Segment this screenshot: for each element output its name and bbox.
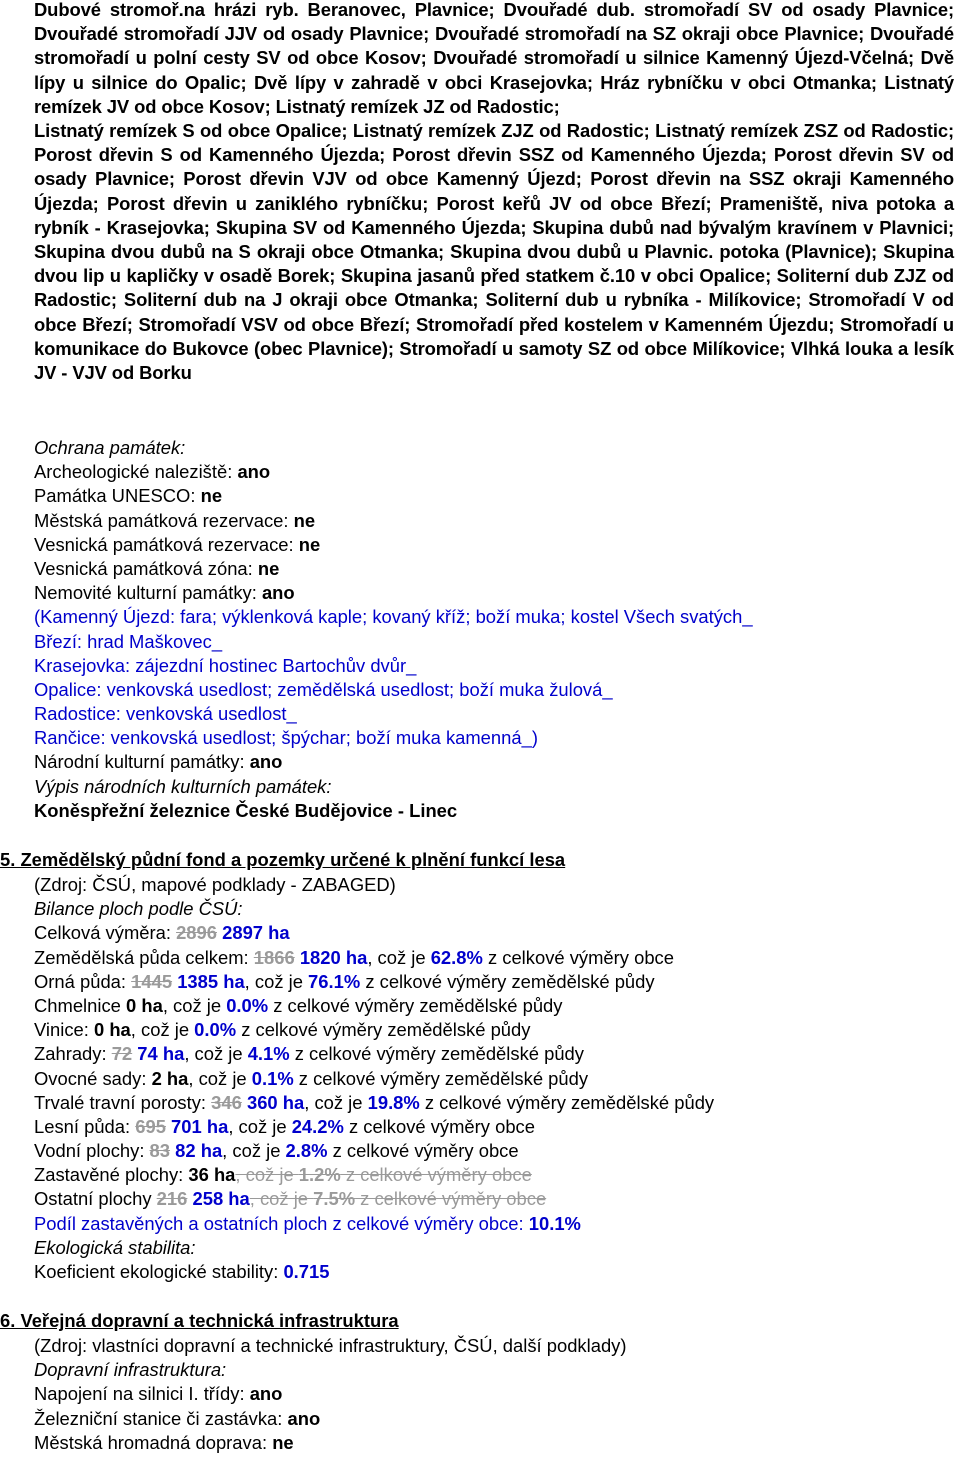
new-value: 360 ha [246, 1091, 305, 1113]
row-connector: , což je [130, 1019, 195, 1041]
section5-source: (Zdroj: ČSÚ, mapové podklady - ZABAGED) [34, 874, 396, 895]
old-value: 2896 [176, 922, 217, 944]
ochrana-row-value: ne [293, 509, 316, 531]
percent-value: 24.2% [291, 1115, 344, 1137]
percent-value: 4.1% [247, 1043, 290, 1065]
podil-row [34, 1212, 954, 1236]
old-value: 216 [156, 1188, 188, 1210]
new-value: 2 ha [151, 1067, 189, 1089]
row-connector: , což je [188, 1067, 252, 1089]
land-balance-row [34, 994, 954, 1018]
podil-value: 10.1% [528, 1212, 581, 1234]
percent-value: 62.8% [430, 946, 483, 968]
ochrana-row [34, 533, 954, 557]
monument-line: Opalice: venkovská usedlost; zemědělská usedlost; boží muka žulová_ [34, 678, 613, 700]
row-label: Vinice: [34, 1019, 94, 1041]
eko-value: 0.715 [283, 1261, 330, 1282]
new-value: 36 ha [188, 1164, 236, 1186]
ochrana-row-value: ano [237, 461, 271, 483]
doprava-row-label: Napojení na silnici I. třídy: [34, 1383, 250, 1405]
monument-line: Rančice: venkovská usedlost; špýchar; boží muka kamenná_) [34, 727, 538, 749]
new-value: 82 ha [175, 1140, 223, 1162]
national-monuments-label: Národní kulturní památky: [34, 751, 250, 773]
doprava-row-value: ano [249, 1383, 283, 1405]
percent-value: 19.8% [367, 1091, 420, 1113]
ochrana-row [34, 460, 954, 484]
row-connector: , což je [367, 946, 431, 968]
ochrana-row-label: Nemovité kulturní památky: [34, 582, 262, 604]
ochrana-row-label: Vesnická památková rezervace: [34, 533, 299, 555]
row-connector: , což je [228, 1115, 292, 1137]
new-value: 2897 ha [222, 922, 290, 944]
land-balance-row [34, 1115, 954, 1139]
row-label: Zemědělská půda celkem: [34, 946, 254, 968]
protected-nature-paragraph: Listnatý remízek S od obce Opalice; Listnatý remízek ZJZ od Radostic; Listnatý remízek ZSZ od Radostic; Porost dřevin S od Kamenného Újezda; Porost dřevin SSZ od Kamenného Újezda; Porost dřevin SV od osady Plavnice; Porost dřevin VJV od obce Kamenný Újezd; Porost dřevin na SSZ okraji Kamenného Újezda; Porost dřevin u zaniklého rybníčku; Porost keřů JV od obce Březí; Prameniště, niva potoka a rybník - Krasejovka; Skupina SV od Kamenného Újezda; Skupina dubů nad bývalým kravínem v Plavnici; Skupina dvou dubů na S okraji obce Otmanka; Skupina dvou dubů u Plavnic. potoka (Plavnice); Skupina dvou lip u kapličky v osadě Borek; Skupina jasanů před statkem č.10 v obci Opalice; Soliterní dub ZJZ od Radostic; Soliterní dub na J okraji obce Otmanka; Soliterní dub u rybníka - Milíkovice; Stromořadí V od obce Březí; Stromořadí VSV od obce Březí; Stromořadí před kostelem v Kamenném Újezdu; Stromořadí u komunikace do Bukovce (obec Plavnice); Stromořadí u samoty SZ od obce Milíkovice; Vlhká louka a lesík JV - VJV od Borku [34, 120, 954, 384]
row-label: Lesní půda: [34, 1115, 136, 1137]
land-balance-row [34, 1042, 954, 1066]
row-tail: z celkové výměry zemědělské půdy [419, 1091, 715, 1113]
ochrana-row [34, 484, 954, 508]
ochrana-row-label: Archeologické naleziště: [34, 461, 238, 483]
section6-source: (Zdroj: vlastníci dopravní a technické infrastruktury, ČSÚ, další podklady) [34, 1335, 627, 1356]
ochrana-rows [34, 460, 954, 605]
national-monuments-value: ano [249, 751, 283, 773]
new-value: 1820 ha [299, 946, 368, 968]
row-tail: z celkové výměry obce [355, 1188, 547, 1210]
monument-line: (Kamenný Újezd: fara; výklenková kaple; kovaný kříž; boží muka; kostel Všech svatých_ [34, 606, 753, 628]
percent-value: 1.2% [298, 1164, 341, 1186]
ochrana-row-value: ne [200, 485, 223, 507]
ochrana-section [34, 436, 954, 823]
ochrana-heading: Ochrana památek: [34, 437, 186, 458]
row-connector: , což je [222, 1140, 286, 1162]
ochrana-row-label: Městská památková rezervace: [34, 509, 294, 531]
section6-heading: 6. Veřejná dopravní a technická infrastruktura [0, 1310, 399, 1331]
new-value: 74 ha [137, 1043, 185, 1065]
land-balance-row [34, 921, 954, 945]
ochrana-row [34, 509, 954, 533]
percent-value: 0.1% [251, 1067, 294, 1089]
percent-value: 0.0% [226, 994, 269, 1016]
ochrana-row-value: ne [298, 533, 321, 555]
percent-value: 2.8% [285, 1140, 328, 1162]
doprava-row-value: ano [287, 1407, 321, 1429]
row-label: Chmelnice [34, 994, 126, 1016]
row-tail: z celkové výměry zemědělské půdy [293, 1067, 589, 1089]
land-balance-row [34, 1018, 954, 1042]
new-value: 0 ha [126, 994, 163, 1016]
row-connector: , což je [304, 1091, 368, 1113]
new-value: 701 ha [171, 1115, 229, 1137]
percent-value: 7.5% [313, 1188, 356, 1210]
land-balance-row [34, 1091, 954, 1115]
land-balance-row [34, 970, 954, 994]
row-label: Zahrady: [34, 1043, 112, 1065]
monument-line: Radostice: venkovská usedlost_ [34, 703, 297, 725]
doprava-row [34, 1382, 954, 1406]
doprava-row-label: Městská hromadná doprava: [34, 1431, 273, 1453]
doprava-row-label: Železniční stanice či zastávka: [34, 1407, 288, 1429]
old-value: 83 [149, 1140, 171, 1162]
vypis-value: Koněspřežní železnice České Budějovice - Linec [34, 799, 458, 821]
land-balance-row [34, 1139, 954, 1163]
land-balance-row [34, 1187, 954, 1211]
land-balance-row [34, 946, 954, 970]
row-tail: z celkové výměry zemědělské půdy [360, 970, 655, 992]
ochrana-row-label: Památka UNESCO: [34, 485, 201, 507]
section5 [34, 873, 954, 1284]
row-tail: z celkové výměry obce [327, 1140, 519, 1162]
percent-value: 0.0% [194, 1019, 237, 1041]
land-balance-rows [34, 921, 954, 1211]
row-label: Ostatní plochy [34, 1188, 157, 1210]
ochrana-row [34, 557, 954, 581]
land-balance-row [34, 1067, 954, 1091]
row-label: Ovocné sady: [34, 1067, 152, 1089]
intro-paragraph: Dubové stromoř.na hrázi ryb. Beranovec, Plavnice; Dvouřadé dub. stromořadí SV od osady Plavnice; Dvouřadé stromořadí JJV od osady Plavnice; Dvouřadé stromořadí na SZ okraji obce Plavnice; Dvouřadé stromořadí u polní cesty SV od obce Kosov; Dvouřadé stromořadí u silnice Kamenný Újezd-Včelná; Dvě lípy u silnice do Opalic; Dvě lípy v zahradě v obci Krasejovka; Hráz rybníčku v obci Otmanka; Listnatý remízek JV od obce Kosov; Listnatý remízek JZ od Radostic; [34, 0, 954, 117]
section6 [34, 1334, 954, 1455]
doprava-row [34, 1407, 954, 1431]
row-tail: z celkové výměry obce [340, 1164, 532, 1186]
section5-heading: 5. Zemědělský půdní fond a pozemky určené k plnění funkcí lesa [0, 849, 566, 870]
old-value: 1866 [253, 946, 295, 968]
monuments-list [34, 605, 954, 750]
old-value: 346 [211, 1091, 242, 1113]
row-tail: z celkové výměry zemědělské půdy [289, 1043, 584, 1065]
eko-heading: Ekologická stabilita: [34, 1236, 196, 1258]
ochrana-row [34, 581, 954, 605]
doprava-heading: Dopravní infrastruktura: [34, 1359, 227, 1381]
eko-label: Koeficient ekologické stability: [34, 1261, 284, 1282]
doprava-rows [34, 1382, 954, 1455]
row-connector: , což je [162, 994, 227, 1016]
old-value: 1445 [131, 970, 173, 992]
row-label: Celková výměra: [34, 922, 177, 944]
protected-nature-list [34, 0, 954, 385]
row-label: Orná půda: [34, 970, 132, 992]
row-connector: , což je [244, 970, 309, 992]
row-connector: , což je [235, 1164, 299, 1186]
percent-value: 76.1% [308, 970, 361, 992]
row-tail: z celkové výměry zemědělské půdy [268, 994, 563, 1016]
new-value: 1385 ha [177, 970, 245, 992]
ochrana-row-value: ne [257, 557, 280, 579]
national-monuments-row [34, 750, 954, 774]
monument-line: Krasejovka: zájezdní hostinec Bartochův dvůr_ [34, 654, 417, 676]
row-label: Trvalé travní porosty: [34, 1091, 212, 1113]
land-balance-row [34, 1163, 954, 1187]
old-value: 695 [135, 1115, 166, 1137]
doprava-row [34, 1431, 954, 1455]
row-label: Zastavěné plochy: [34, 1164, 189, 1186]
vypis-heading: Výpis národních kulturních památek: [34, 775, 332, 797]
monument-line: Březí: hrad Maškovec_ [34, 630, 223, 652]
ochrana-row-value: ano [261, 582, 295, 604]
row-tail: z celkové výměry obce [343, 1115, 535, 1137]
row-tail: z celkové výměry obce [482, 946, 674, 968]
bilance-heading: Bilance ploch podle ČSÚ: [34, 898, 243, 920]
doprava-row-value: ne [272, 1431, 294, 1453]
ochrana-row-label: Vesnická památková zóna: [34, 557, 258, 579]
row-connector: , což je [184, 1043, 248, 1065]
row-tail: z celkové výměry zemědělské půdy [236, 1019, 531, 1041]
new-value: 258 ha [192, 1188, 250, 1210]
row-label: Vodní plochy: [34, 1140, 150, 1162]
new-value: 0 ha [93, 1019, 131, 1041]
eko-row [34, 1260, 954, 1284]
old-value: 72 [111, 1043, 133, 1065]
row-connector: , což je [249, 1188, 314, 1210]
podil-label: Podíl zastavěných a ostatních ploch z celkové výměry obce: [34, 1212, 529, 1234]
